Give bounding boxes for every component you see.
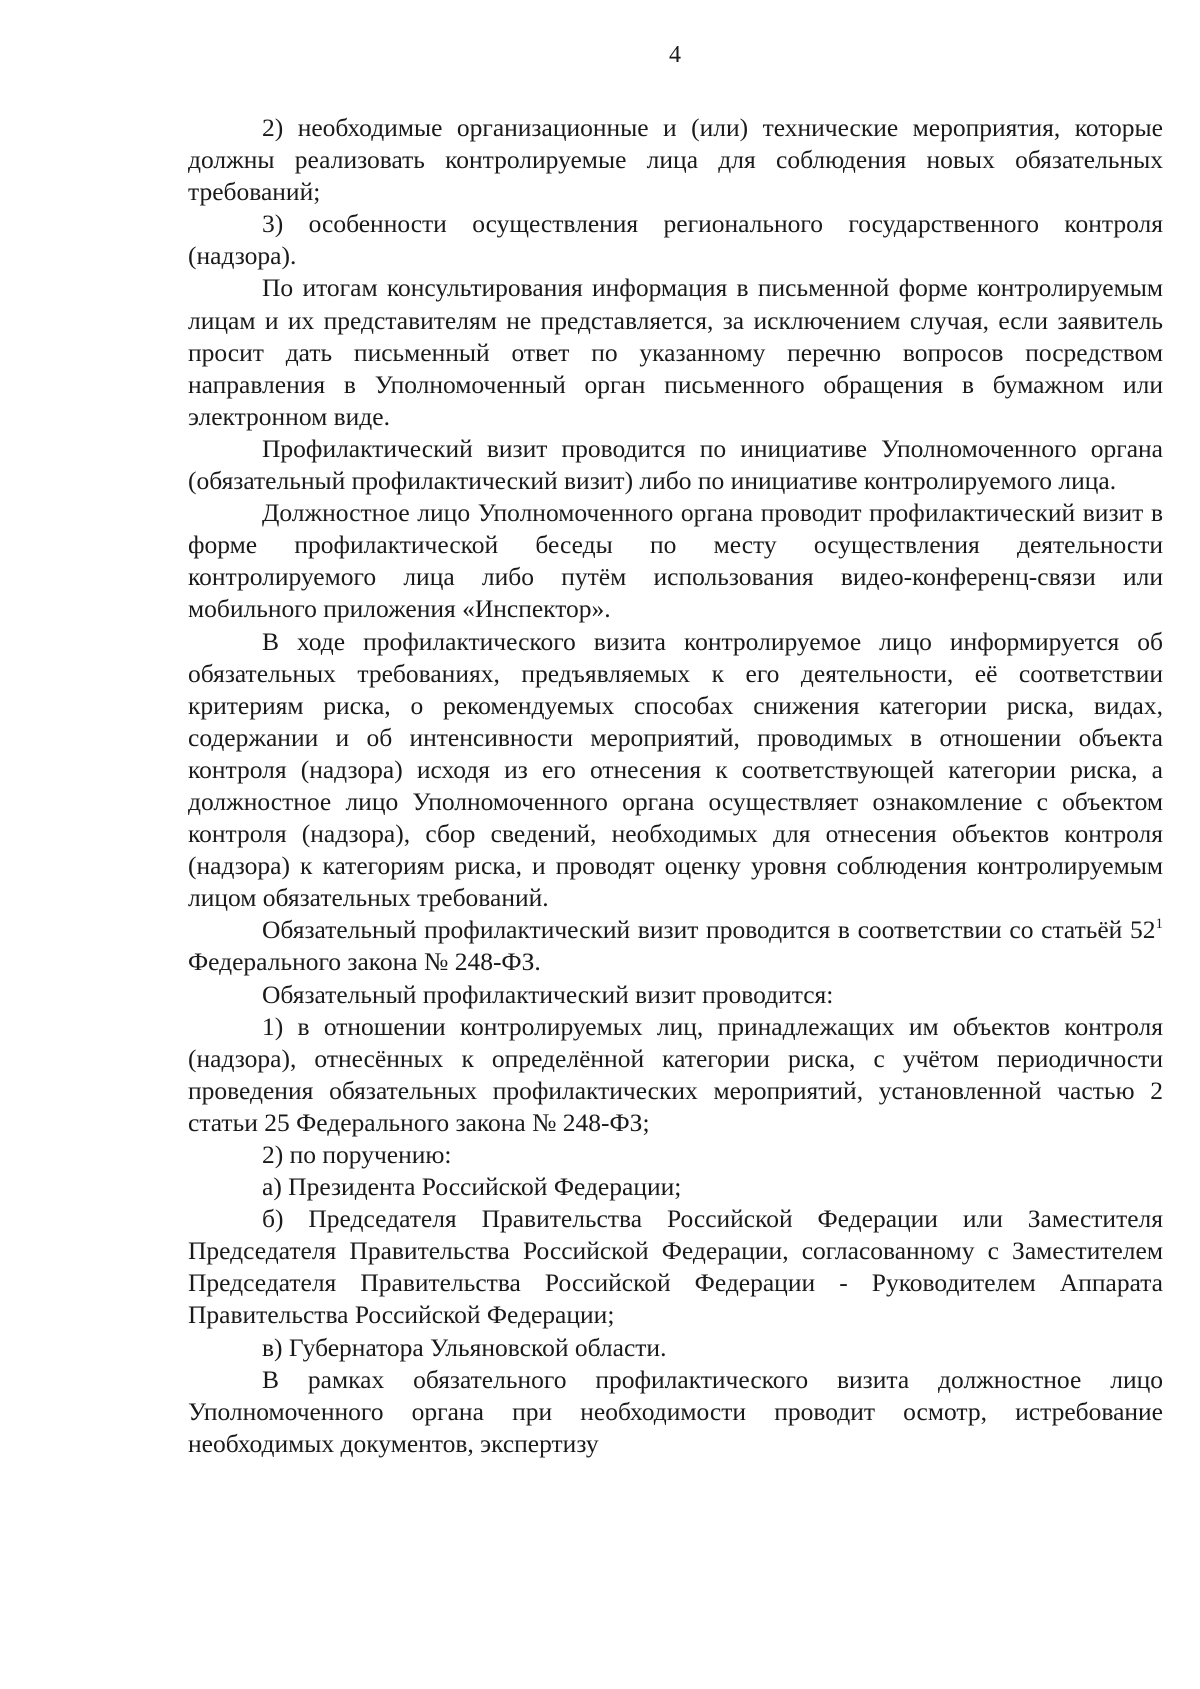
paragraph-item-v-governor: в) Губернатора Ульяновской области. [262,1332,667,1362]
document-body [188,112,1163,1460]
page-number: 4 [669,42,681,68]
paragraph-item-3-features: 3) особенности осуществления регионального государственного контроля (надзора). [188,209,1163,271]
statute-superscript: 1 [1155,916,1163,933]
paragraph-mandatory-visit-scope: В рамках обязательного профилактического визита должностное лицо Уполномоченного органа при необходимости проводит осмотр, истребование необходимых документов, экспертизу [188,1364,1163,1458]
paragraph-statute-reference [188,914,1163,978]
paragraph-item-2-by-order: 2) по поручению: [262,1140,452,1169]
paragraph-visit-content: В ходе профилактического визита контролируемое лицо информируется об обязательных требованиях, предъявляемых к его деятельности, её соответствии критериям риска, о рекомендуемых способах снижения категории риска, видах, содержании и об интенсивности мероприятий, проводимых в отношении объекта контроля (надзора) исходя из его отнесения к соответствующей категории риска, а должностное лицо Уполномоченного органа осуществляет ознакомление с объектом контроля (надзора), сбор сведений, необходимых для отнесения объектов контроля (надзора) к категориям риска, и проводят оценку уровня соблюдения контролируемым лицом обязательных требований. [188,626,1163,913]
paragraph-item-1-controlled-persons: 1) в отношении контролируемых лиц, принадлежащих им объектов контроля (надзора), отнесённых к определённой категории риска, с учётом периодичности проведения обязательных профилактических мероприятий, установленной частью 2 статьи 25 Федерального закона № 248-ФЗ; [188,1011,1163,1137]
paragraph-consultation-results: По итогам консультирования информация в письменной форме контролируемым лицам и их представителям не представляется, за исключением случая, если заявитель просит дать письменный ответ по указанному перечню вопросов посредством направления в Уполномоченный орган письменного обращения в бумажном или электронном виде. [188,273,1163,431]
paragraph-preventive-visit-initiative: Профилактический визит проводится по инициативе Уполномоченного органа (обязательный профилактический визит) либо по инициативе контролируемого лица. [188,433,1163,496]
paragraph-item-b-chairman: б) Председателя Правительства Российской Федерации или Заместителя Председателя Правительства Российской Федерации, согласованному с Заместителем Председателя Правительства Российской Федерации - Руководителем Аппарата Правительства Российской Федерации; [188,1204,1163,1330]
paragraph-item-2-measures: 2) необходимые организационные и (или) технические мероприятия, которые должны реализовать контролируемые лица для соблюдения новых обязательных требований; [188,113,1163,207]
paragraph-visit-format: Должностное лицо Уполномоченного органа проводит профилактический визит в форме профилактической беседы по месту осуществления деятельности контролируемого лица либо путём использования видео-конференц-связи или мобильного приложения «Инспектор». [188,498,1163,624]
paragraph-mandatory-visit-conducted: Обязательный профилактический визит проводится: [262,979,834,1009]
paragraph-item-a-president: а) Президента Российской Федерации; [262,1172,682,1202]
statute-text-before: Обязательный профилактический визит проводится в соответствии со статьёй 52 [262,915,1156,945]
statute-text-after: Федерального закона № 248-ФЗ. [188,947,541,977]
